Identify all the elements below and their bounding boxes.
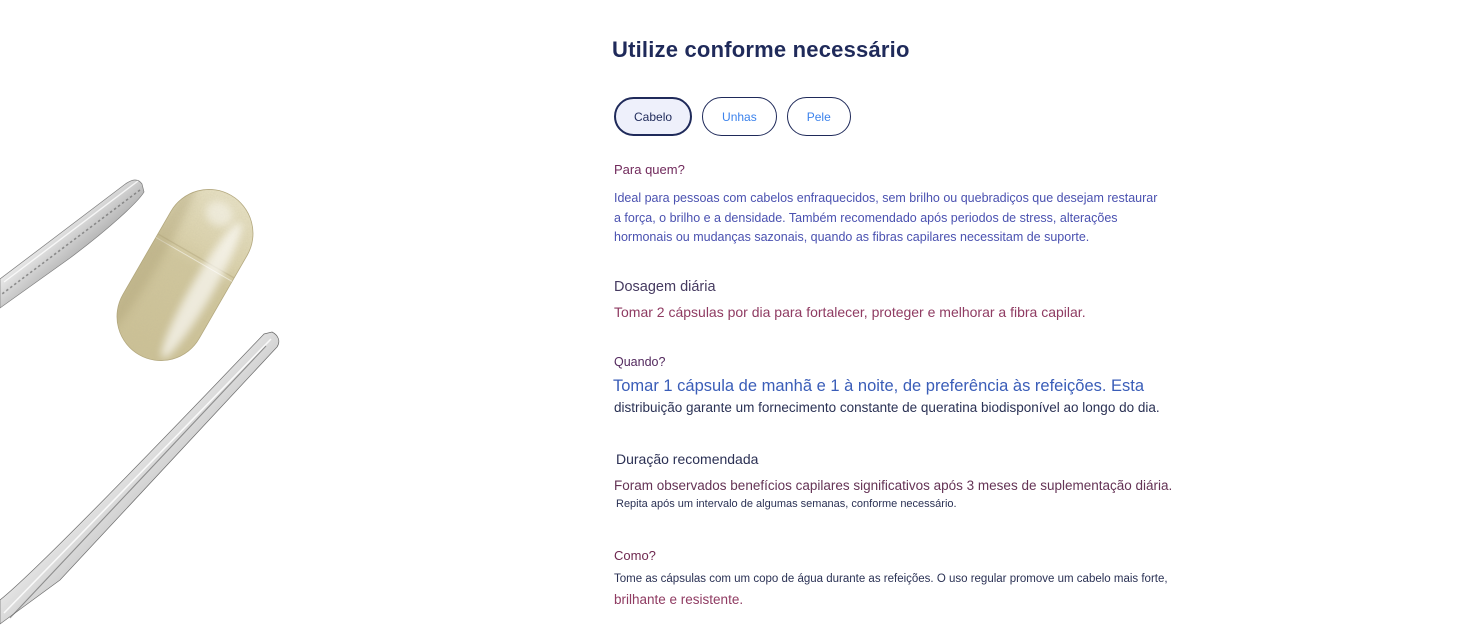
quando-body: distribuição garante um fornecimento constante de queratina biodisponível ao longo do dia. xyxy=(614,400,1160,415)
dosagem-body: Tomar 2 cápsulas por dia para fortalecer, proteger e melhorar a fibra capilar. xyxy=(614,304,1086,320)
duracao-heading: Duração recomendada xyxy=(616,451,759,467)
duracao-note: Repita após um intervalo de algumas semanas, conforme necessário. xyxy=(616,498,957,510)
quando-lead: Tomar 1 cápsula de manhã e 1 à noite, de preferência às refeições. Esta xyxy=(613,377,1145,395)
usage-content xyxy=(612,0,1212,629)
como-body: Tome as cápsulas com um copo de água durante as refeições. O uso regular promove um cabelo mais forte, xyxy=(614,573,1168,585)
tab-unhas[interactable]: Unhas xyxy=(702,97,777,136)
tweezer-top-arm xyxy=(0,180,144,308)
tweezer-bottom-arm xyxy=(0,332,279,624)
para-quem-heading: Para quem? xyxy=(614,162,685,177)
para-quem-body: Ideal para pessoas com cabelos enfraquecidos, sem brilho ou quebradiços que desejam restaurar a força, o brilho e a densidade. Também recomendado após periodos de stress, alterações hormonais ou mudanças sazonais, quando as fibras capilares necessitam de suporte. xyxy=(614,191,1158,244)
duracao-lead: Foram observados benefícios capilares significativos após 3 meses de suplementação diária. xyxy=(614,478,1173,493)
capsule-tweezers-illustration xyxy=(0,148,300,629)
como-highlight: brilhante e resistente. xyxy=(614,592,744,607)
dosagem-heading: Dosagem diária xyxy=(614,279,716,295)
quando-heading: Quando? xyxy=(614,355,666,369)
tab-cabelo[interactable]: Cabelo xyxy=(614,97,692,136)
category-tabs xyxy=(614,97,851,136)
como-heading: Como? xyxy=(614,548,656,563)
product-image-capsule-tweezers xyxy=(0,148,300,629)
page-title: Utilize conforme necessário xyxy=(612,37,910,62)
tab-pele[interactable]: Pele xyxy=(787,97,851,136)
